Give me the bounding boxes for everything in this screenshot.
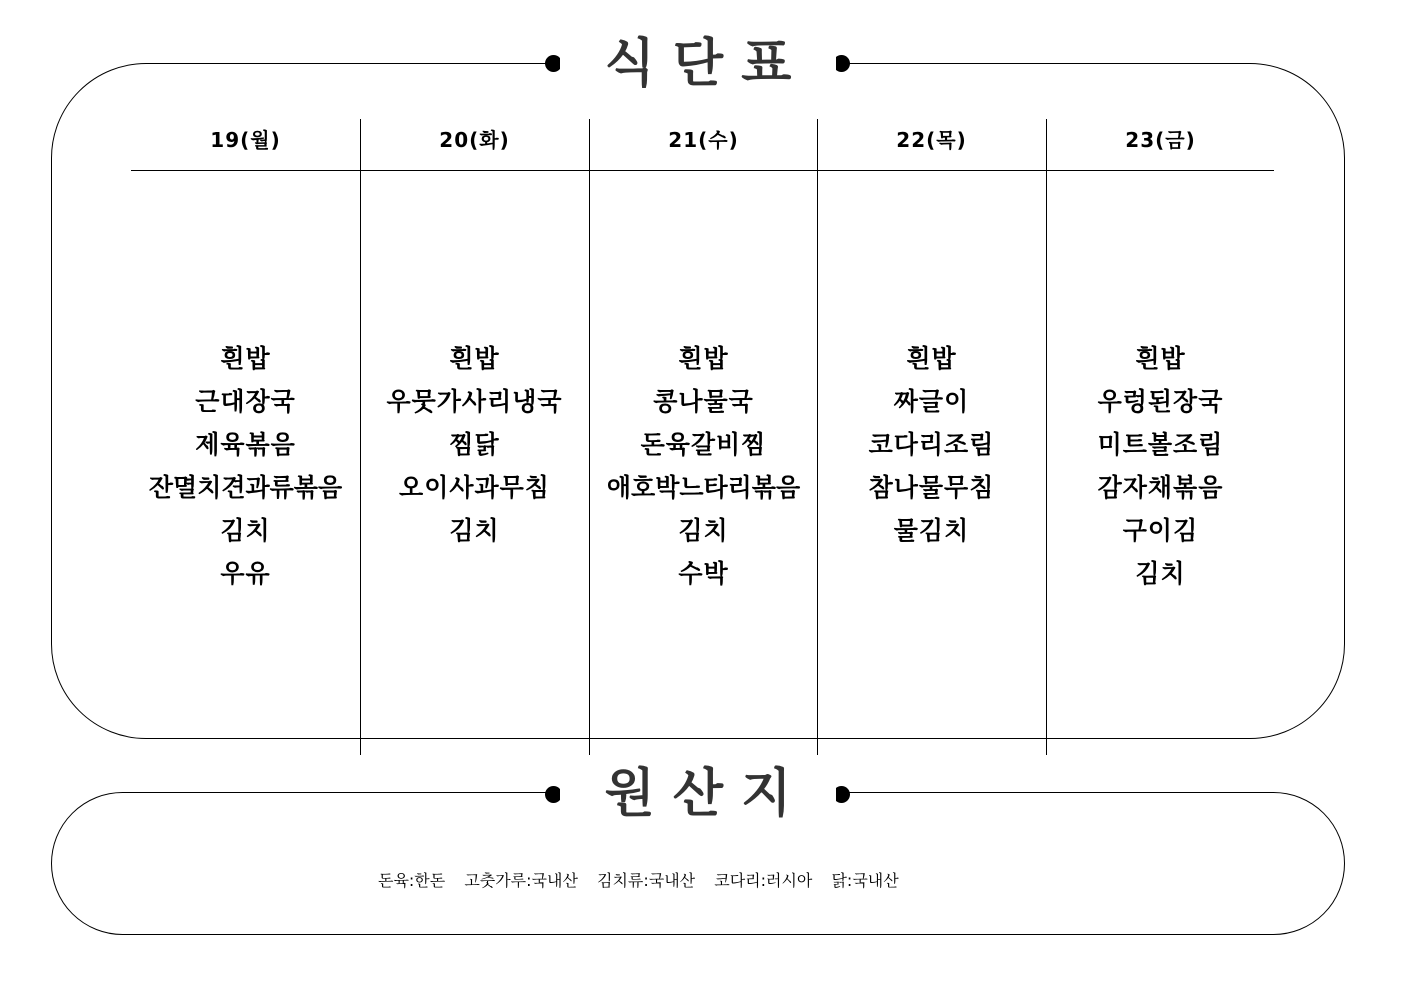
menu-item: 김치 <box>449 516 500 545</box>
menu-item: 흰밥 <box>220 344 271 373</box>
menu-item: 흰밥 <box>906 344 957 373</box>
menu-item: 김치 <box>220 516 271 545</box>
menu-item: 근대장국 <box>195 387 296 416</box>
menu-item: 감자채볶음 <box>1097 473 1224 502</box>
menu-item: 미트볼조림 <box>1097 430 1224 459</box>
menu-item: 우뭇가사리냉국 <box>386 387 563 416</box>
menu-item: 구이김 <box>1122 516 1199 545</box>
menu-item: 우유 <box>220 559 271 588</box>
menu-item: 김치 <box>1135 559 1186 588</box>
origin-item: 닭:국내산 <box>831 871 899 890</box>
menu-list-tue <box>360 337 589 552</box>
origin-item: 김치류:국내산 <box>597 871 696 890</box>
menu-list-mon <box>131 337 360 595</box>
menu-item: 잔멸치견과류볶음 <box>148 473 343 502</box>
menu-item: 짜글이 <box>893 387 970 416</box>
header-divider <box>131 170 1274 171</box>
menu-item: 흰밥 <box>1135 344 1186 373</box>
menu-item: 참나물무침 <box>868 473 995 502</box>
menu-item: 물김치 <box>893 516 970 545</box>
day-header-tue: 20(화) <box>439 128 510 152</box>
menu-item: 오이사과무침 <box>399 473 550 502</box>
menu-item: 제육볶음 <box>195 430 296 459</box>
origin-item: 고춧가루:국내산 <box>464 871 578 890</box>
day-header-mon: 19(월) <box>210 128 281 152</box>
day-header-wed: 21(수) <box>668 128 739 152</box>
menu-item: 수박 <box>678 559 729 588</box>
menu-list-wed <box>589 337 818 595</box>
origin-item: 돈육:한돈 <box>378 871 446 890</box>
menu-title: 식단표 <box>560 32 836 96</box>
menu-item: 돈육갈비찜 <box>640 430 767 459</box>
menu-item: 애호박느타리볶음 <box>606 473 801 502</box>
day-header-fri: 23(금) <box>1125 128 1196 152</box>
menu-item: 우렁된장국 <box>1097 387 1224 416</box>
origin-title: 원산지 <box>560 762 836 826</box>
menu-item: 콩나물국 <box>653 387 754 416</box>
menu-list-thu <box>817 337 1046 552</box>
day-header-thu: 22(목) <box>896 128 967 152</box>
menu-item: 찜닭 <box>449 430 500 459</box>
menu-item: 흰밥 <box>449 344 500 373</box>
origin-item: 코다리:러시아 <box>714 871 813 890</box>
menu-item: 김치 <box>678 516 729 545</box>
menu-item: 흰밥 <box>678 344 729 373</box>
origin-list <box>378 870 913 892</box>
menu-list-fri <box>1046 337 1275 595</box>
menu-item: 코다리조림 <box>868 430 995 459</box>
